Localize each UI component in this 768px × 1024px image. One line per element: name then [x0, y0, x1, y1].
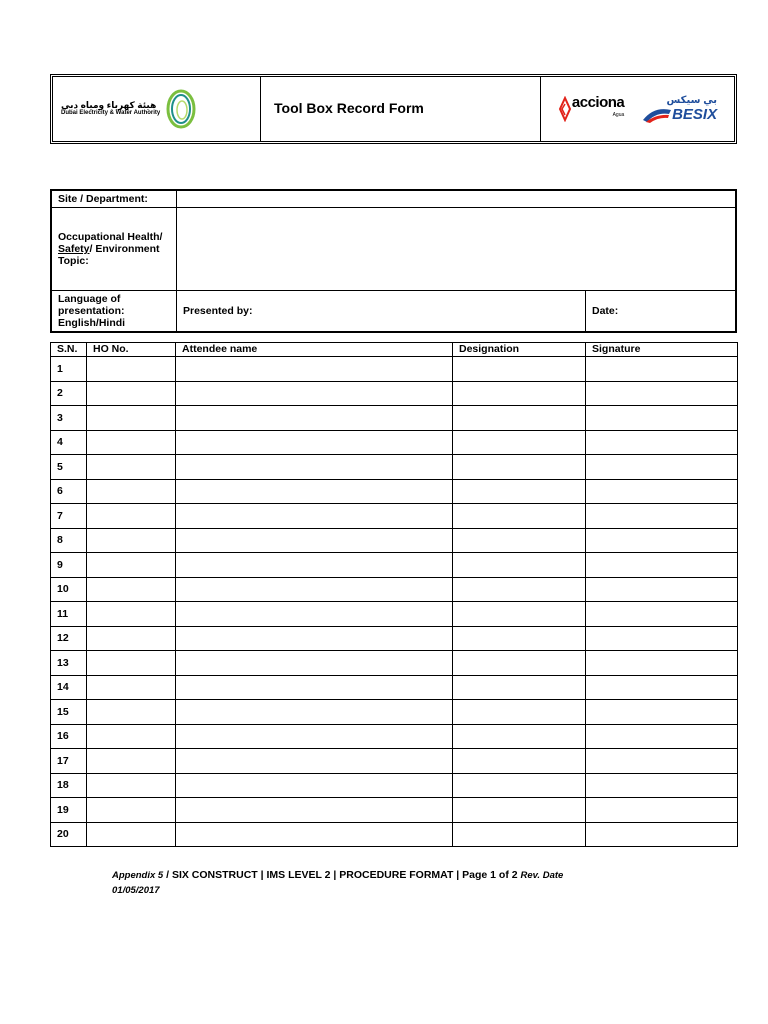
designation-cell[interactable] [453, 381, 586, 406]
topic-label [51, 208, 177, 291]
attendee-name-cell[interactable] [176, 430, 453, 455]
attendee-name-cell[interactable] [176, 553, 453, 578]
dewa-logo-cell [53, 77, 261, 141]
topic-label-suffix: / Environment Topic: [58, 243, 160, 267]
ho-no-cell[interactable] [87, 773, 176, 798]
sn-cell: 10 [51, 577, 87, 602]
attendance-row [51, 357, 738, 382]
attendee-name-cell[interactable] [176, 798, 453, 823]
column-header: Signature [586, 343, 738, 357]
attendee-name-cell[interactable] [176, 577, 453, 602]
designation-cell[interactable] [453, 675, 586, 700]
dewa-logo-english: Dubai Electricity & Water Authority [61, 110, 161, 116]
ho-no-cell[interactable] [87, 651, 176, 676]
attendance-row [51, 504, 738, 529]
dewa-ring-icon [164, 87, 198, 131]
designation-cell[interactable] [453, 798, 586, 823]
attendee-name-cell[interactable] [176, 675, 453, 700]
attendance-row [51, 553, 738, 578]
signature-cell[interactable] [586, 798, 738, 823]
ho-no-cell[interactable] [87, 822, 176, 847]
besix-wordmark: BESIX [672, 106, 718, 123]
attendee-name-cell[interactable] [176, 381, 453, 406]
document-footer [112, 868, 672, 898]
attendance-row [51, 773, 738, 798]
signature-cell[interactable] [586, 357, 738, 382]
column-header: Designation [453, 343, 586, 357]
attendance-row [51, 479, 738, 504]
sn-cell: 20 [51, 822, 87, 847]
designation-cell[interactable] [453, 577, 586, 602]
date-label: Date: [592, 305, 619, 317]
sn-cell: 11 [51, 602, 87, 627]
signature-cell[interactable] [586, 553, 738, 578]
partner-logos-cell [541, 77, 734, 141]
signature-cell[interactable] [586, 406, 738, 431]
attendee-name-cell[interactable] [176, 357, 453, 382]
acciona-subtext: Agua [612, 112, 625, 118]
attendee-name-cell[interactable] [176, 651, 453, 676]
signature-cell[interactable] [586, 822, 738, 847]
footer-separator: / [163, 869, 172, 881]
designation-cell[interactable] [453, 528, 586, 553]
attendance-row [51, 381, 738, 406]
designation-cell[interactable] [453, 406, 586, 431]
attendance-header-row [51, 343, 738, 357]
signature-cell[interactable] [586, 602, 738, 627]
attendee-name-cell[interactable] [176, 455, 453, 480]
ho-no-cell[interactable] [87, 479, 176, 504]
designation-cell[interactable] [453, 455, 586, 480]
besix-logo [642, 95, 717, 124]
site-field[interactable] [177, 190, 737, 208]
ho-no-cell[interactable] [87, 724, 176, 749]
column-header: HO No. [87, 343, 176, 357]
attendance-row [51, 406, 738, 431]
sn-cell: 16 [51, 724, 87, 749]
sn-cell: 1 [51, 357, 87, 382]
sn-cell: 5 [51, 455, 87, 480]
language-label: Language of presentation: English/Hindi [51, 291, 177, 333]
signature-cell[interactable] [586, 749, 738, 774]
attendee-name-cell[interactable] [176, 626, 453, 651]
attendance-row [51, 528, 738, 553]
date-field[interactable] [586, 291, 737, 333]
designation-cell[interactable] [453, 773, 586, 798]
designation-cell[interactable] [453, 749, 586, 774]
signature-cell[interactable] [586, 651, 738, 676]
besix-arabic-text: بي سيكس [666, 94, 718, 106]
sn-cell: 8 [51, 528, 87, 553]
site-label: Site / Department: [51, 190, 177, 208]
designation-cell[interactable] [453, 626, 586, 651]
designation-cell[interactable] [453, 724, 586, 749]
attendance-row [51, 651, 738, 676]
signature-cell[interactable] [586, 626, 738, 651]
signature-cell[interactable] [586, 528, 738, 553]
sn-cell: 17 [51, 749, 87, 774]
besix-swoosh-icon [642, 106, 672, 124]
dewa-logo-arabic: هيئة كهرباء ومياه دبي [61, 100, 157, 110]
attendance-row [51, 749, 738, 774]
ho-no-cell[interactable] [87, 504, 176, 529]
signature-cell[interactable] [586, 700, 738, 725]
designation-cell[interactable] [453, 357, 586, 382]
signature-cell[interactable] [586, 773, 738, 798]
ho-no-cell[interactable] [87, 577, 176, 602]
sn-cell: 4 [51, 430, 87, 455]
attendance-row [51, 577, 738, 602]
topic-field[interactable] [177, 208, 737, 291]
ho-no-cell[interactable] [87, 675, 176, 700]
topic-label-safety: Safety [58, 243, 90, 255]
sn-cell: 9 [51, 553, 87, 578]
attendee-name-cell[interactable] [176, 504, 453, 529]
attendance-row [51, 430, 738, 455]
attendance-row [51, 822, 738, 847]
ho-no-cell[interactable] [87, 553, 176, 578]
sn-cell: 14 [51, 675, 87, 700]
presented-by-field[interactable] [177, 291, 586, 333]
ho-no-cell[interactable] [87, 381, 176, 406]
attendee-name-cell[interactable] [176, 700, 453, 725]
attendance-row [51, 626, 738, 651]
signature-cell[interactable] [586, 724, 738, 749]
designation-cell[interactable] [453, 553, 586, 578]
acciona-mark-icon [558, 96, 572, 122]
designation-cell[interactable] [453, 822, 586, 847]
sn-cell: 12 [51, 626, 87, 651]
ho-no-cell[interactable] [87, 357, 176, 382]
attendance-row [51, 675, 738, 700]
designation-cell[interactable] [453, 504, 586, 529]
attendee-name-cell[interactable] [176, 822, 453, 847]
signature-cell[interactable] [586, 577, 738, 602]
designation-cell[interactable] [453, 479, 586, 504]
footer-text: SIX CONSTRUCT | IMS LEVEL 2 | PROCEDURE FORMAT | Page 1 of 2 [171, 869, 521, 881]
signature-cell[interactable] [586, 381, 738, 406]
attendee-name-cell[interactable] [176, 724, 453, 749]
acciona-wordmark: acciona [571, 94, 625, 111]
designation-cell[interactable] [453, 700, 586, 725]
attendance-row [51, 724, 738, 749]
attendee-name-cell[interactable] [176, 602, 453, 627]
footer-rev-label: Rev. Date [520, 870, 564, 881]
sn-cell: 6 [51, 479, 87, 504]
topic-label-prefix: Occupational Health/ [58, 231, 163, 243]
sn-cell: 7 [51, 504, 87, 529]
attendance-row [51, 798, 738, 823]
attendee-name-cell[interactable] [176, 479, 453, 504]
designation-cell[interactable] [453, 651, 586, 676]
sn-cell: 18 [51, 773, 87, 798]
column-header: S.N. [51, 343, 87, 357]
ho-no-cell[interactable] [87, 430, 176, 455]
acciona-logo [558, 96, 624, 122]
designation-cell[interactable] [453, 602, 586, 627]
ho-no-cell[interactable] [87, 700, 176, 725]
signature-cell[interactable] [586, 455, 738, 480]
form-header [50, 74, 737, 144]
attendee-name-cell[interactable] [176, 406, 453, 431]
footer-appendix: Appendix 5 [112, 870, 164, 881]
dewa-logo [61, 87, 198, 131]
sn-cell: 3 [51, 406, 87, 431]
designation-cell[interactable] [453, 430, 586, 455]
session-info-table [50, 189, 737, 333]
attendance-row [51, 455, 738, 480]
sn-cell: 19 [51, 798, 87, 823]
signature-cell[interactable] [586, 479, 738, 504]
ho-no-cell[interactable] [87, 602, 176, 627]
sn-cell: 15 [51, 700, 87, 725]
attendance-row [51, 602, 738, 627]
signature-cell[interactable] [586, 675, 738, 700]
column-header: Attendee name [176, 343, 453, 357]
footer-rev-date: 01/05/2017 [112, 885, 160, 896]
ho-no-cell[interactable] [87, 798, 176, 823]
signature-cell[interactable] [586, 430, 738, 455]
ho-no-cell[interactable] [87, 406, 176, 431]
sn-cell: 13 [51, 651, 87, 676]
attendance-table [50, 342, 738, 847]
ho-no-cell[interactable] [87, 455, 176, 480]
attendee-name-cell[interactable] [176, 749, 453, 774]
ho-no-cell[interactable] [87, 749, 176, 774]
ho-no-cell[interactable] [87, 626, 176, 651]
ho-no-cell[interactable] [87, 528, 176, 553]
attendance-row [51, 700, 738, 725]
presented-by-label: Presented by: [183, 305, 253, 317]
sn-cell: 2 [51, 381, 87, 406]
signature-cell[interactable] [586, 504, 738, 529]
attendee-name-cell[interactable] [176, 773, 453, 798]
attendee-name-cell[interactable] [176, 528, 453, 553]
form-title: Tool Box Record Form [261, 77, 541, 141]
